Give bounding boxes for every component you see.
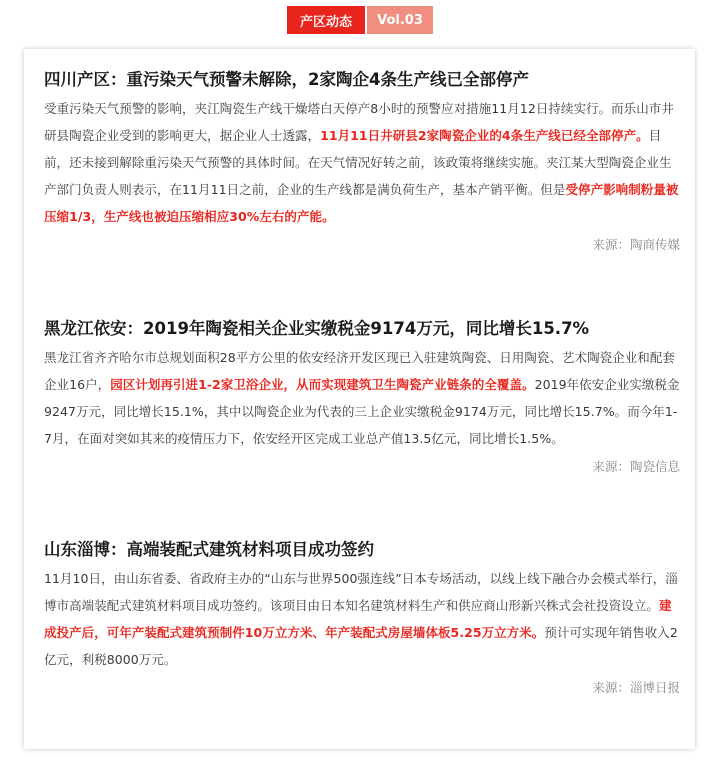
article-heilongjiang: [44, 317, 680, 477]
article-body: [44, 95, 680, 230]
body-highlight: 11月11日井研县2家陶瓷企业的4条生产线已经全部停产。: [320, 128, 649, 143]
body-text: 目前，还未接到解除重污染天气预警的具体时间。在天气情况好转之前，该政策将继续实施。夹江某大型陶瓷企业生产部门负责人则表示，在11月11日之前，企业的生产线都是满负荷生产，基本产销平衡。但是: [44, 128, 672, 197]
article-source: 来源：陶瓷信息: [592, 459, 680, 474]
body-highlight: 受停产影响制粉量被压缩1/3，生产线也被迫压缩相应30%左右的产能。: [44, 182, 679, 224]
article-title: 四川产区：重污染天气预警未解除，2家陶企4条生产线已全部停产: [44, 70, 529, 89]
section-label: 产区动态: [287, 6, 365, 34]
body-text: 黑龙江省齐齐哈尔市总规划面积28平方公里的依安经济开发区现已入驻建筑陶瓷、日用陶瓷、艺术陶瓷企业和配套企业16户，: [44, 350, 675, 392]
article-title: 黑龙江依安：2019年陶瓷相关企业实缴税金9174万元，同比增长15.7%: [44, 319, 590, 338]
section-header-tag: [287, 6, 433, 34]
body-text: 受重污染天气预警的影响，夹江陶瓷生产线干燥塔白天停产8小时的预警应对措施11月12日持续实行。而乐山市井研县陶瓷企业受到的影响更大，据企业人士透露，: [44, 101, 674, 143]
article-source: 来源：淄博日报: [592, 680, 680, 695]
body-text: 预计可实现年销售收入2亿元，利税8000万元。: [44, 625, 678, 667]
article-body: [44, 565, 680, 673]
article-source: 来源：陶商传媒: [592, 237, 680, 252]
news-card: [24, 49, 695, 749]
body-highlight: 园区计划再引进1-2家卫浴企业，从而实现建筑卫生陶瓷产业链条的全覆盖。: [110, 377, 535, 392]
article-sichuan: [44, 68, 680, 255]
body-text: 2019年依安企业实缴税金9247万元，同比增长15.1%，其中以陶瓷企业为代表的三上企业实缴税金9174万元，同比增长15.7%。而今年1-7月，在面对突如其来的疫情压力下，依安经开区完成工业总产值13.5亿元，同比增长1.5%。: [44, 377, 680, 446]
volume-label: Vol.03: [367, 6, 433, 34]
article-shandong: [44, 538, 680, 698]
body-text: 11月10日，由山东省委、省政府主办的“山东与世界500强连线”日本专场活动，以线上线下融合办会模式举行，淄博市高端装配式建筑材料项目成功签约。该项目由日本知名建筑材料生产和供应商山形新兴株式会社投资设立。: [44, 571, 678, 613]
body-highlight: 建成投产后，可年产装配式建筑预制件10万立方米、年产装配式房屋墙体板5.25万立方米。: [44, 598, 672, 640]
article-title: 山东淄博：高端装配式建筑材料项目成功签约: [44, 540, 374, 559]
article-body: [44, 344, 680, 452]
